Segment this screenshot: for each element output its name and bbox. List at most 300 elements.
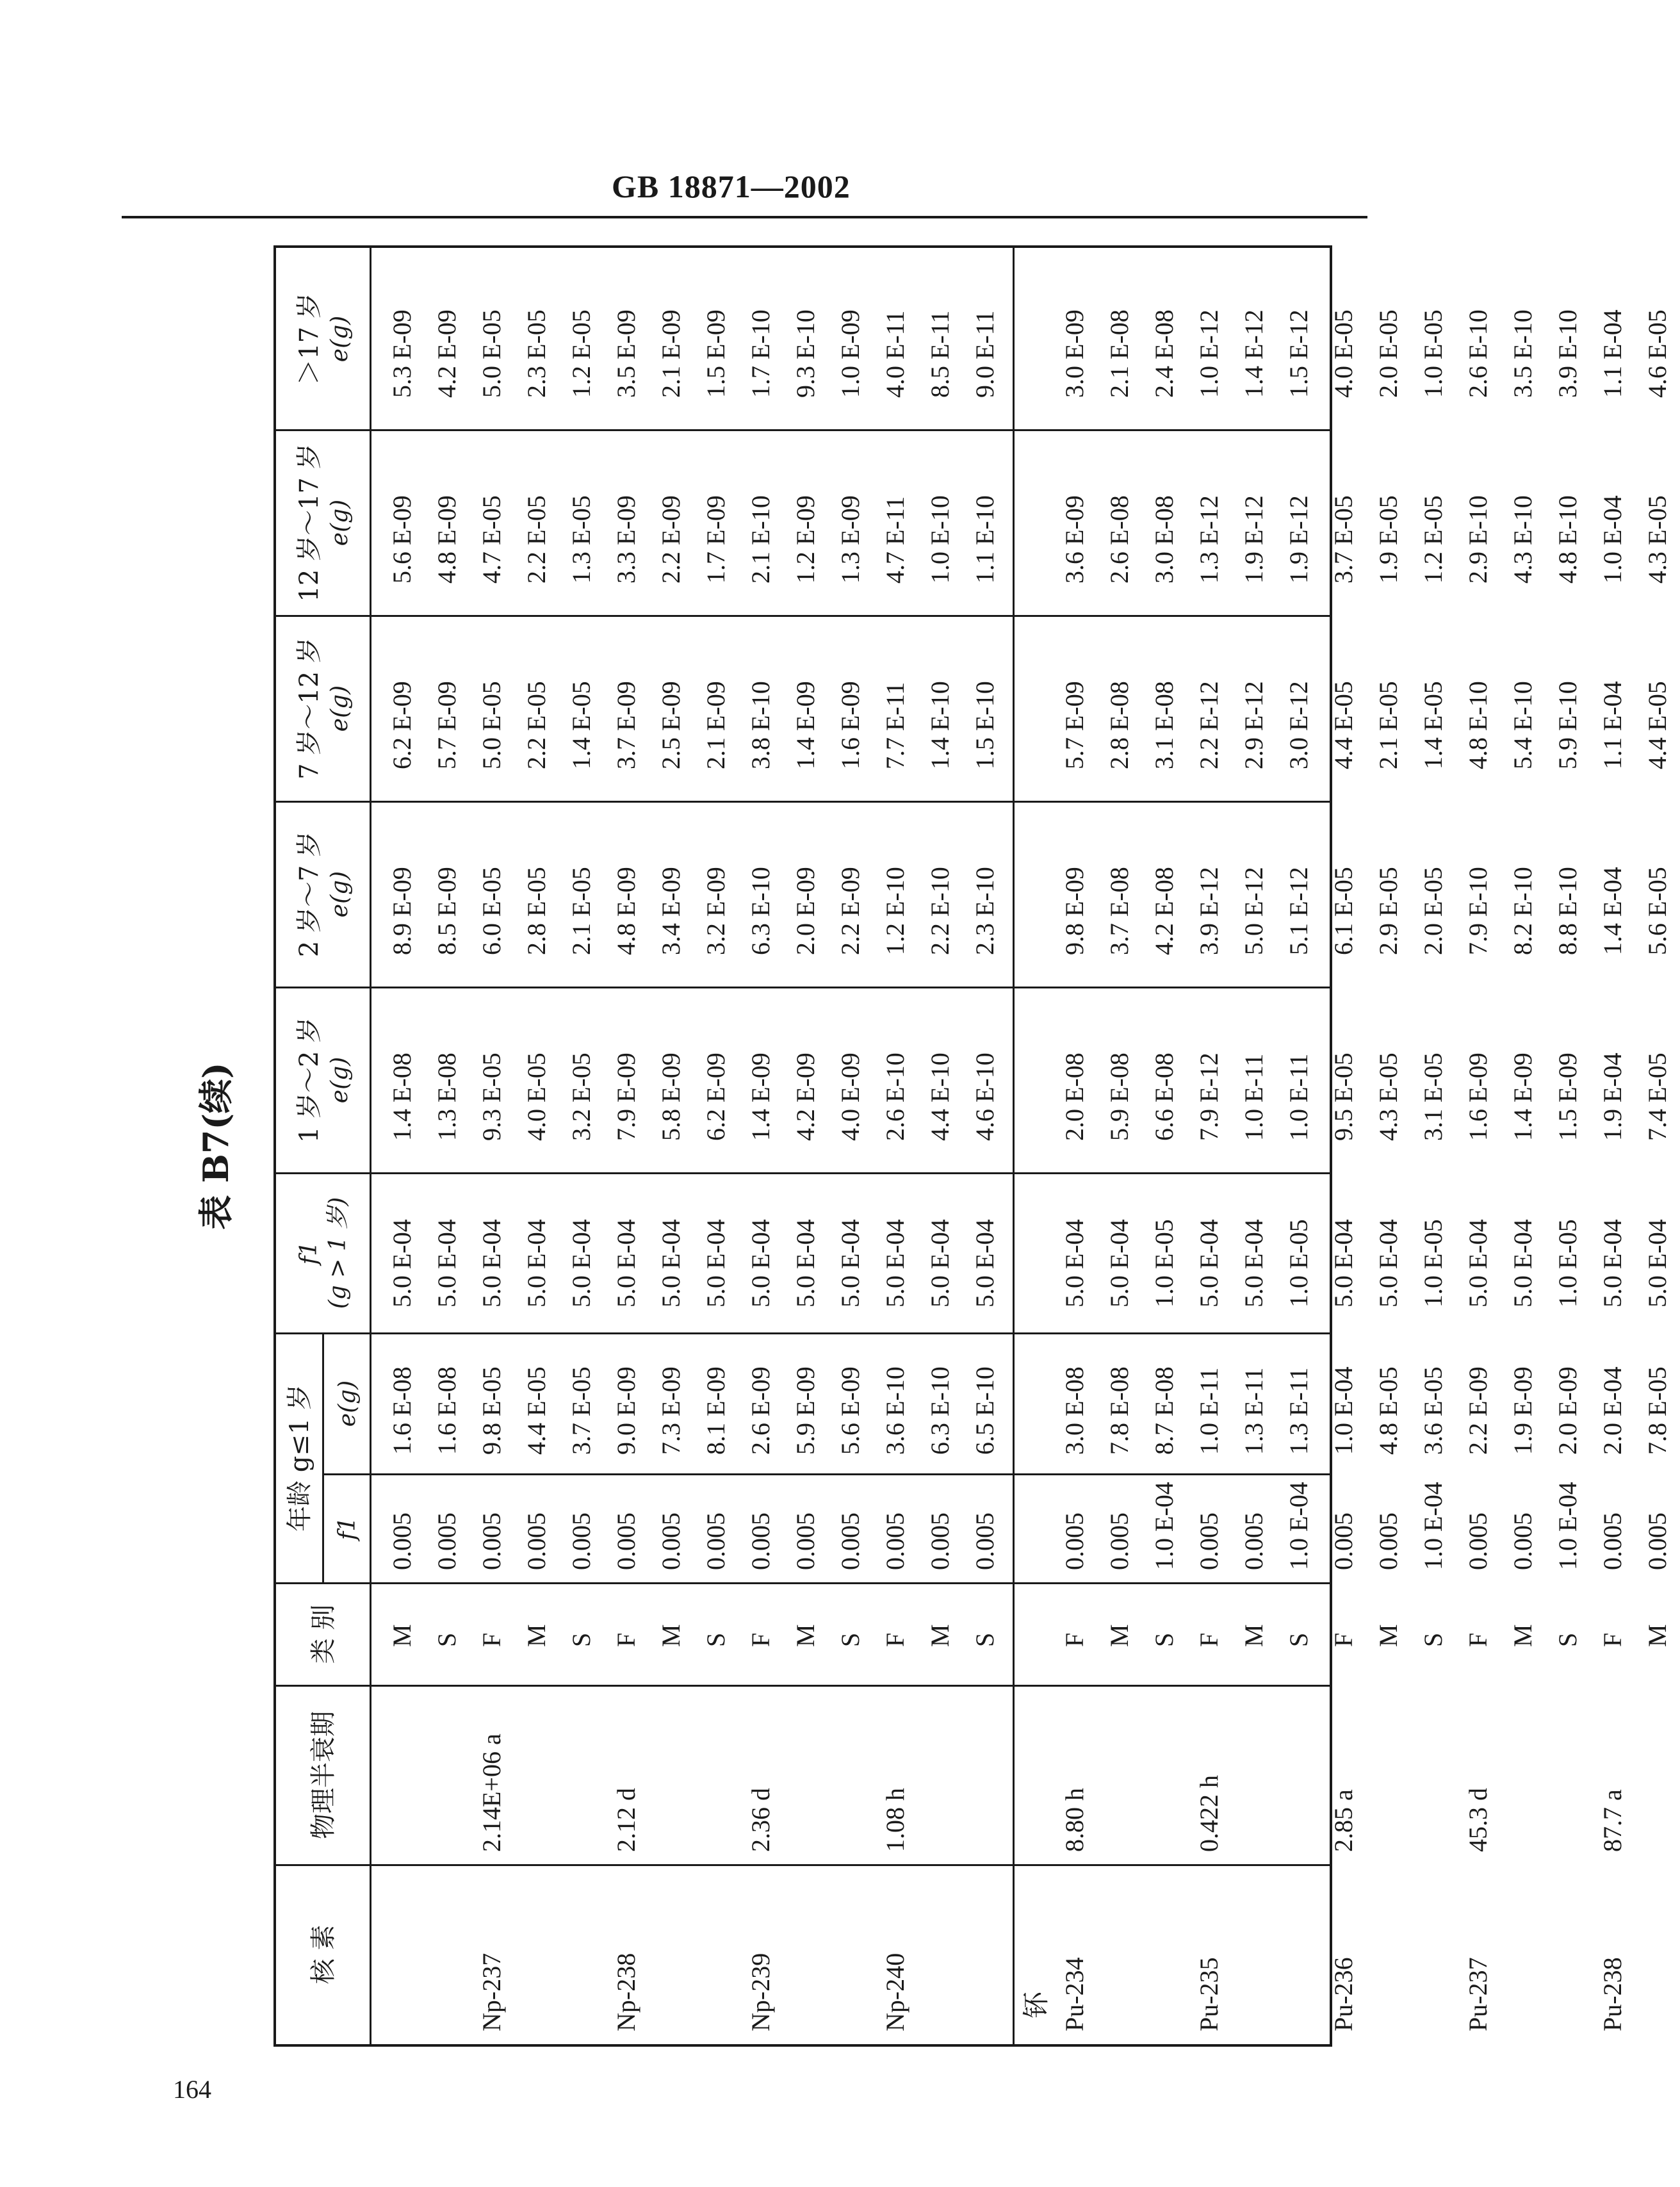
cell-e-17: 1.2 E-05 (567, 309, 596, 398)
cell-half-life: 2.12 d (612, 1788, 640, 1852)
cell-f1-older: 5.0 E-04 (567, 1219, 596, 1307)
cell-f1-older: 1.0 E-05 (1150, 1219, 1178, 1307)
cell-e-7-12: 2.2 E-05 (522, 681, 551, 769)
cell-e-17: 2.0 E-05 (1374, 309, 1403, 398)
cell-e-17: 3.5 E-09 (612, 309, 640, 398)
cell-e-7-12: 1.5 E-10 (970, 681, 999, 769)
cell-class: S (1150, 1632, 1178, 1647)
cell-e-7-12: 2.5 E-09 (657, 681, 685, 769)
cell-e-1-2: 7.4 E-05 (1643, 1053, 1672, 1141)
cell-e-17: 2.1 E-09 (657, 309, 685, 398)
cell-f1-older: 5.0 E-04 (1508, 1219, 1537, 1307)
cell-f1-infant: 0.005 (567, 1512, 596, 1570)
cell-e-12-17: 2.6 E-08 (1105, 495, 1134, 584)
table-row (1097, 243, 1142, 2044)
cell-nuclide: Np-238 (612, 1953, 640, 2031)
cell-e-2-7: 6.0 E-05 (477, 867, 506, 955)
cell-e-7-12: 5.7 E-09 (432, 681, 461, 769)
cell-e-17: 1.5 E-12 (1284, 309, 1313, 398)
cell-e-2-7: 2.2 E-09 (836, 867, 865, 955)
cell-e-1-2: 2.6 E-10 (881, 1053, 909, 1141)
cell-f1-infant: 0.005 (926, 1512, 954, 1570)
table-row (1411, 243, 1456, 2044)
cell-e-2-7: 7.9 E-10 (1464, 867, 1492, 955)
cell-f1-infant: 0.005 (1329, 1512, 1358, 1570)
cell-e-infant: 4.8 E-05 (1374, 1366, 1403, 1455)
cell-e-17: 1.4 E-12 (1239, 309, 1268, 398)
cell-f1-older: 5.0 E-04 (522, 1219, 551, 1307)
cell-e-infant: 2.2 E-09 (1464, 1366, 1492, 1455)
cell-e-1-2: 4.6 E-10 (970, 1053, 999, 1141)
cell-class: M (657, 1624, 685, 1647)
cell-e-17: 8.5 E-11 (926, 310, 954, 398)
cell-e-12-17: 2.1 E-10 (746, 495, 775, 584)
cell-e-infant: 8.1 E-09 (701, 1366, 730, 1455)
cell-e-17: 9.3 E-10 (791, 309, 820, 398)
cell-f1-older: 5.0 E-04 (970, 1219, 999, 1307)
cell-e-12-17: 4.3 E-05 (1643, 495, 1672, 584)
cell-e-1-2: 7.9 E-09 (612, 1053, 640, 1141)
cell-e-17: 3.5 E-10 (1508, 309, 1537, 398)
cell-e-17: 3.9 E-10 (1553, 309, 1582, 398)
cell-e-12-17: 1.3 E-12 (1195, 495, 1223, 584)
cell-e-7-12: 1.4 E-10 (926, 681, 954, 769)
table-row (380, 243, 425, 2044)
cell-e-infant: 2.0 E-09 (1553, 1366, 1582, 1455)
cell-e-1-2: 3.2 E-05 (567, 1053, 596, 1141)
table-row (1635, 243, 1680, 2044)
cell-e-17: 1.5 E-09 (701, 309, 730, 398)
table-row (1321, 243, 1366, 2044)
table-row (1142, 243, 1187, 2044)
cell-f1-older: 5.0 E-04 (701, 1219, 730, 1307)
table-row (738, 243, 783, 2044)
cell-e-17: 4.0 E-11 (881, 310, 909, 398)
cell-f1-older: 5.0 E-04 (881, 1219, 909, 1307)
table-row (425, 243, 469, 2044)
cell-e-17: 1.0 E-05 (1419, 309, 1448, 398)
cell-class: S (1419, 1632, 1448, 1647)
cell-e-infant: 6.3 E-10 (926, 1366, 954, 1455)
header-f1-older: f1 (g > 1 岁) (296, 1197, 351, 1309)
cell-f1-older: 5.0 E-04 (1464, 1219, 1492, 1307)
cell-e-12-17: 4.7 E-11 (881, 496, 909, 584)
cell-class: M (1105, 1624, 1134, 1647)
cell-f1-infant: 0.005 (1239, 1512, 1268, 1570)
cell-e-7-12: 1.4 E-05 (567, 681, 596, 769)
cell-f1-infant: 1.0 E-04 (1150, 1482, 1178, 1570)
header-age-17: ＞17 岁 e(g) (294, 293, 353, 385)
cell-e-2-7: 8.5 E-09 (432, 867, 461, 955)
cell-e-7-12: 2.1 E-09 (701, 681, 730, 769)
rotated-table (176, 245, 1672, 2047)
table-row (783, 243, 828, 2044)
cell-e-12-17: 1.0 E-10 (926, 495, 954, 584)
table-row (604, 243, 649, 2044)
cell-e-infant: 1.3 E-11 (1239, 1367, 1268, 1455)
cell-class: M (1374, 1624, 1403, 1647)
cell-e-infant: 9.8 E-05 (477, 1366, 506, 1455)
cell-f1-infant: 0.005 (1508, 1512, 1537, 1570)
cell-class: S (836, 1632, 865, 1647)
header-rule (122, 216, 1367, 218)
cell-e-infant: 2.6 E-09 (746, 1366, 775, 1455)
cell-e-2-7: 2.8 E-05 (522, 867, 551, 955)
cell-e-2-7: 1.4 E-04 (1598, 867, 1627, 955)
cell-class: M (1643, 1624, 1672, 1647)
cell-class: S (1284, 1632, 1313, 1647)
cell-class: F (1195, 1632, 1223, 1647)
table-row (559, 243, 604, 2044)
cell-e-1-2: 1.0 E-11 (1239, 1053, 1268, 1141)
cell-class: F (1329, 1632, 1358, 1647)
cell-e-12-17: 4.7 E-05 (477, 495, 506, 584)
cell-e-17: 2.4 E-08 (1150, 309, 1178, 398)
cell-e-12-17: 1.9 E-05 (1374, 495, 1403, 584)
cell-f1-infant: 0.005 (791, 1512, 820, 1570)
cell-f1-infant: 0.005 (522, 1512, 551, 1570)
cell-e-2-7: 6.1 E-05 (1329, 867, 1358, 955)
cell-e-12-17: 1.9 E-12 (1284, 495, 1313, 584)
cell-e-12-17: 2.2 E-05 (522, 495, 551, 584)
cell-class: F (1464, 1632, 1492, 1647)
cell-class: M (522, 1624, 551, 1647)
cell-e-12-17: 1.1 E-10 (970, 495, 999, 584)
cell-e-1-2: 5.9 E-08 (1105, 1053, 1134, 1141)
cell-class: F (477, 1632, 506, 1647)
cell-class: M (1508, 1624, 1537, 1647)
cell-f1-infant: 0.005 (701, 1512, 730, 1570)
cell-f1-infant: 1.0 E-04 (1553, 1482, 1582, 1570)
cell-nuclide: Pu-235 (1195, 1957, 1223, 2031)
cell-f1-older: 5.0 E-04 (1195, 1219, 1223, 1307)
cell-e-12-17: 1.2 E-05 (1419, 495, 1448, 584)
cell-e-infant: 6.5 E-10 (970, 1366, 999, 1455)
cell-e-1-2: 4.0 E-09 (836, 1053, 865, 1141)
cell-e-17: 1.0 E-09 (836, 309, 865, 398)
cell-e-17: 2.6 E-10 (1464, 309, 1492, 398)
element-group-label: 钚 (1020, 1991, 1052, 2019)
header-half-life: 物理半衰期 (309, 1711, 338, 1839)
table-caption: 表 B7(续) (195, 1062, 236, 1230)
cell-e-7-12: 4.4 E-05 (1643, 681, 1672, 769)
table-frame (176, 245, 1672, 2047)
cell-e-1-2: 1.4 E-09 (746, 1053, 775, 1141)
cell-e-infant: 1.6 E-08 (387, 1366, 416, 1455)
cell-e-12-17: 1.3 E-09 (836, 495, 865, 584)
cell-e-12-17: 3.0 E-08 (1150, 495, 1178, 584)
cell-class: M (926, 1624, 954, 1647)
cell-class: M (1239, 1624, 1268, 1647)
table-row (649, 243, 694, 2044)
table-row (1187, 243, 1232, 2044)
cell-class: F (881, 1632, 909, 1647)
cell-e-2-7: 4.8 E-09 (612, 867, 640, 955)
cell-f1-infant: 0.005 (1374, 1512, 1403, 1570)
cell-e-1-2: 4.3 E-05 (1374, 1053, 1403, 1141)
cell-e-7-12: 1.4 E-05 (1419, 681, 1448, 769)
cell-half-life: 2.85 a (1329, 1789, 1358, 1852)
cell-e-7-12: 3.8 E-10 (746, 681, 775, 769)
cell-f1-infant: 1.0 E-04 (1419, 1482, 1448, 1570)
cell-e-infant: 9.0 E-09 (612, 1366, 640, 1455)
cell-f1-infant: 0.005 (1464, 1512, 1492, 1570)
cell-e-17: 4.6 E-05 (1643, 309, 1672, 398)
cell-f1-older: 5.0 E-04 (1105, 1219, 1134, 1307)
cell-f1-older: 5.0 E-04 (791, 1219, 820, 1307)
cell-nuclide: Pu-236 (1329, 1957, 1358, 2031)
cell-e-7-12: 1.4 E-09 (791, 681, 820, 769)
cell-e-1-2: 1.5 E-09 (1553, 1053, 1582, 1141)
cell-e-7-12: 1.6 E-09 (836, 681, 865, 769)
cell-e-1-2: 4.4 E-10 (926, 1053, 954, 1141)
cell-e-2-7: 5.6 E-05 (1643, 867, 1672, 955)
cell-e-2-7: 3.4 E-09 (657, 867, 685, 955)
cell-e-7-12: 2.8 E-08 (1105, 681, 1134, 769)
table-row (1232, 243, 1276, 2044)
cell-e-7-12: 7.7 E-11 (881, 682, 909, 769)
cell-e-12-17: 3.6 E-09 (1060, 495, 1089, 584)
cell-e-infant: 1.6 E-08 (432, 1366, 461, 1455)
cell-e-7-12: 3.1 E-08 (1150, 681, 1178, 769)
cell-e-17: 2.3 E-05 (522, 309, 551, 398)
data-table (273, 245, 1672, 2047)
cell-e-1-2: 9.5 E-05 (1329, 1053, 1358, 1141)
cell-f1-older: 5.0 E-04 (746, 1219, 775, 1307)
cell-e-7-12: 6.2 E-09 (387, 681, 416, 769)
cell-e-7-12: 5.0 E-05 (477, 681, 506, 769)
table-row (828, 243, 873, 2044)
header-age-12-17: 12 岁～17 岁 e(g) (294, 443, 353, 602)
cell-e-1-2: 2.0 E-08 (1060, 1053, 1089, 1141)
header-f1-infant: f1 (334, 1516, 361, 1541)
cell-class: F (1598, 1632, 1627, 1647)
cell-f1-infant: 0.005 (612, 1512, 640, 1570)
cell-e-12-17: 1.7 E-09 (701, 495, 730, 584)
cell-e-7-12: 1.1 E-04 (1598, 681, 1627, 769)
table-row (469, 243, 514, 2044)
cell-e-7-12: 2.1 E-05 (1374, 681, 1403, 769)
cell-e-1-2: 1.9 E-04 (1598, 1053, 1627, 1141)
cell-class: M (791, 1624, 820, 1647)
cell-f1-infant: 0.005 (657, 1512, 685, 1570)
cell-e-1-2: 6.6 E-08 (1150, 1053, 1178, 1141)
header-age-7-12: 7 岁～12 岁 e(g) (294, 637, 353, 780)
cell-f1-infant: 0.005 (881, 1512, 909, 1570)
cell-e-1-2: 1.3 E-08 (432, 1053, 461, 1141)
cell-class: S (1553, 1632, 1582, 1647)
cell-half-life: 0.422 h (1195, 1775, 1223, 1852)
cell-f1-older: 5.0 E-04 (1329, 1219, 1358, 1307)
table-row (1276, 243, 1321, 2044)
cell-e-2-7: 6.3 E-10 (746, 867, 775, 955)
table-row (918, 243, 963, 2044)
cell-e-17: 5.3 E-09 (387, 309, 416, 398)
cell-f1-older: 5.0 E-04 (387, 1219, 416, 1307)
cell-e-12-17: 2.9 E-10 (1464, 495, 1492, 584)
page-number: 164 (173, 2075, 211, 2104)
cell-f1-infant: 0.005 (1060, 1512, 1089, 1570)
cell-e-1-2: 1.0 E-11 (1284, 1053, 1313, 1141)
cell-f1-infant: 0.005 (477, 1512, 506, 1570)
cell-e-7-12: 2.2 E-12 (1195, 681, 1223, 769)
cell-e-1-2: 6.2 E-09 (701, 1053, 730, 1141)
cell-half-life: 1.08 h (881, 1788, 909, 1852)
cell-half-life: 2.36 d (746, 1788, 775, 1852)
table-row (694, 243, 738, 2044)
cell-e-7-12: 2.9 E-12 (1239, 681, 1268, 769)
cell-e-2-7: 1.2 E-10 (881, 867, 909, 955)
cell-e-2-7: 2.3 E-10 (970, 867, 999, 955)
cell-e-1-2: 9.3 E-05 (477, 1053, 506, 1141)
table-row (1590, 243, 1635, 2044)
cell-e-2-7: 4.2 E-08 (1150, 867, 1178, 955)
cell-f1-infant: 1.0 E-04 (1284, 1482, 1313, 1570)
cell-e-17: 1.7 E-10 (746, 309, 775, 398)
cell-e-2-7: 8.9 E-09 (387, 867, 416, 955)
cell-class: F (1060, 1632, 1089, 1647)
cell-e-17: 4.2 E-09 (432, 309, 461, 398)
cell-e-12-17: 5.6 E-09 (387, 495, 416, 584)
cell-f1-older: 5.0 E-04 (432, 1219, 461, 1307)
cell-e-7-12: 4.4 E-05 (1329, 681, 1358, 769)
cell-e-2-7: 3.9 E-12 (1195, 867, 1223, 955)
cell-e-infant: 3.6 E-10 (881, 1366, 909, 1455)
cell-f1-older: 5.0 E-04 (1374, 1219, 1403, 1307)
table-row (514, 243, 559, 2044)
cell-f1-older: 5.0 E-04 (657, 1219, 685, 1307)
cell-half-life: 8.80 h (1060, 1788, 1089, 1852)
cell-nuclide: Pu-238 (1598, 1957, 1627, 2031)
cell-e-7-12: 5.7 E-09 (1060, 681, 1089, 769)
cell-e-17: 1.1 E-04 (1598, 309, 1627, 398)
cell-e-17: 5.0 E-05 (477, 309, 506, 398)
cell-e-infant: 4.4 E-05 (522, 1366, 551, 1455)
cell-e-infant: 1.0 E-11 (1195, 1367, 1223, 1455)
header-nuclide: 核 素 (309, 1924, 338, 1985)
cell-e-12-17: 4.3 E-10 (1508, 495, 1537, 584)
table-row (1366, 243, 1411, 2044)
cell-f1-older: 5.0 E-04 (1643, 1219, 1672, 1307)
cell-e-infant: 1.0 E-04 (1329, 1366, 1358, 1455)
cell-f1-infant: 0.005 (432, 1512, 461, 1570)
cell-e-7-12: 5.4 E-10 (1508, 681, 1537, 769)
cell-e-1-2: 4.2 E-09 (791, 1053, 820, 1141)
cell-e-2-7: 8.2 E-10 (1508, 867, 1537, 955)
cell-class: S (432, 1632, 461, 1647)
table-row (873, 243, 918, 2044)
cell-f1-infant: 0.005 (970, 1512, 999, 1570)
cell-e-1-2: 3.1 E-05 (1419, 1053, 1448, 1141)
table-row (1545, 243, 1590, 2044)
cell-f1-older: 5.0 E-04 (477, 1219, 506, 1307)
cell-e-infant: 3.0 E-08 (1060, 1366, 1089, 1455)
cell-e-12-17: 2.2 E-09 (657, 495, 685, 584)
header-age-2-7: 2 岁～7 岁 e(g) (294, 831, 353, 958)
cell-f1-infant: 0.005 (746, 1512, 775, 1570)
cell-e-1-2: 4.0 E-05 (522, 1053, 551, 1141)
cell-e-2-7: 9.8 E-09 (1060, 867, 1089, 955)
cell-e-12-17: 4.8 E-10 (1553, 495, 1582, 584)
cell-e-17: 1.0 E-12 (1195, 309, 1223, 398)
cell-f1-older: 1.0 E-05 (1419, 1219, 1448, 1307)
cell-e-2-7: 2.1 E-05 (567, 867, 596, 955)
cell-e-7-12: 4.8 E-10 (1464, 681, 1492, 769)
cell-nuclide: Np-237 (477, 1953, 506, 2031)
cell-e-17: 3.0 E-09 (1060, 309, 1089, 398)
header-class: 类 别 (309, 1604, 338, 1664)
cell-e-infant: 7.3 E-09 (657, 1366, 685, 1455)
cell-class: S (970, 1632, 999, 1647)
header-age-1-2: 1 岁～2 岁 e(g) (294, 1017, 353, 1143)
cell-e-infant: 7.8 E-08 (1105, 1366, 1134, 1455)
cell-class: S (701, 1632, 730, 1647)
cell-e-infant: 1.9 E-09 (1508, 1366, 1537, 1455)
cell-e-12-17: 3.3 E-09 (612, 495, 640, 584)
cell-nuclide: Pu-237 (1464, 1957, 1492, 2031)
cell-e-infant: 8.7 E-08 (1150, 1366, 1178, 1455)
cell-e-7-12: 3.7 E-09 (612, 681, 640, 769)
cell-f1-older: 5.0 E-04 (612, 1219, 640, 1307)
cell-e-2-7: 8.8 E-10 (1553, 867, 1582, 955)
cell-e-infant: 7.8 E-05 (1643, 1366, 1672, 1455)
cell-nuclide: Np-239 (746, 1953, 775, 2031)
cell-e-12-17: 4.8 E-09 (432, 495, 461, 584)
cell-half-life: 2.14E+06 a (477, 1733, 506, 1852)
cell-e-7-12: 5.9 E-10 (1553, 681, 1582, 769)
cell-f1-infant: 0.005 (1598, 1512, 1627, 1570)
cell-f1-older: 1.0 E-05 (1553, 1219, 1582, 1307)
cell-f1-infant: 0.005 (387, 1512, 416, 1570)
cell-e-infant: 5.6 E-09 (836, 1366, 865, 1455)
cell-f1-older: 5.0 E-04 (836, 1219, 865, 1307)
cell-e-2-7: 2.0 E-09 (791, 867, 820, 955)
cell-nuclide: Pu-234 (1060, 1957, 1089, 2031)
cell-e-1-2: 1.4 E-08 (387, 1053, 416, 1141)
cell-e-2-7: 3.2 E-09 (701, 867, 730, 955)
header-eg-infant: e(g) (334, 1380, 361, 1427)
cell-nuclide: Np-240 (881, 1953, 909, 2031)
cell-e-17: 4.0 E-05 (1329, 309, 1358, 398)
cell-e-7-12: 3.0 E-12 (1284, 681, 1313, 769)
cell-e-12-17: 1.9 E-12 (1239, 495, 1268, 584)
cell-class: M (387, 1624, 416, 1647)
cell-half-life: 87.7 a (1598, 1789, 1627, 1852)
cell-f1-infant: 0.005 (1105, 1512, 1134, 1570)
table-row (1456, 243, 1501, 2044)
cell-e-2-7: 3.7 E-08 (1105, 867, 1134, 955)
cell-e-12-17: 1.0 E-04 (1598, 495, 1627, 584)
cell-f1-older: 5.0 E-04 (926, 1219, 954, 1307)
page-header: GB 18871—2002 (612, 168, 851, 204)
cell-f1-older: 5.0 E-04 (1598, 1219, 1627, 1307)
cell-e-infant: 3.7 E-05 (567, 1366, 596, 1455)
cell-e-2-7: 5.0 E-12 (1239, 867, 1268, 955)
table-row (963, 243, 1007, 2044)
cell-e-infant: 1.3 E-11 (1284, 1367, 1313, 1455)
cell-class: S (567, 1632, 596, 1647)
cell-half-life: 45.3 d (1464, 1788, 1492, 1852)
cell-e-1-2: 7.9 E-12 (1195, 1053, 1223, 1141)
cell-e-17: 2.1 E-08 (1105, 309, 1134, 398)
age-group-rule (322, 1333, 324, 1583)
cell-f1-older: 1.0 E-05 (1284, 1219, 1313, 1307)
cell-e-12-17: 1.3 E-05 (567, 495, 596, 584)
cell-e-17: 9.0 E-11 (970, 310, 999, 398)
cell-e-infant: 3.6 E-05 (1419, 1366, 1448, 1455)
cell-e-12-17: 1.2 E-09 (791, 495, 820, 584)
cell-e-2-7: 5.1 E-12 (1284, 867, 1313, 955)
